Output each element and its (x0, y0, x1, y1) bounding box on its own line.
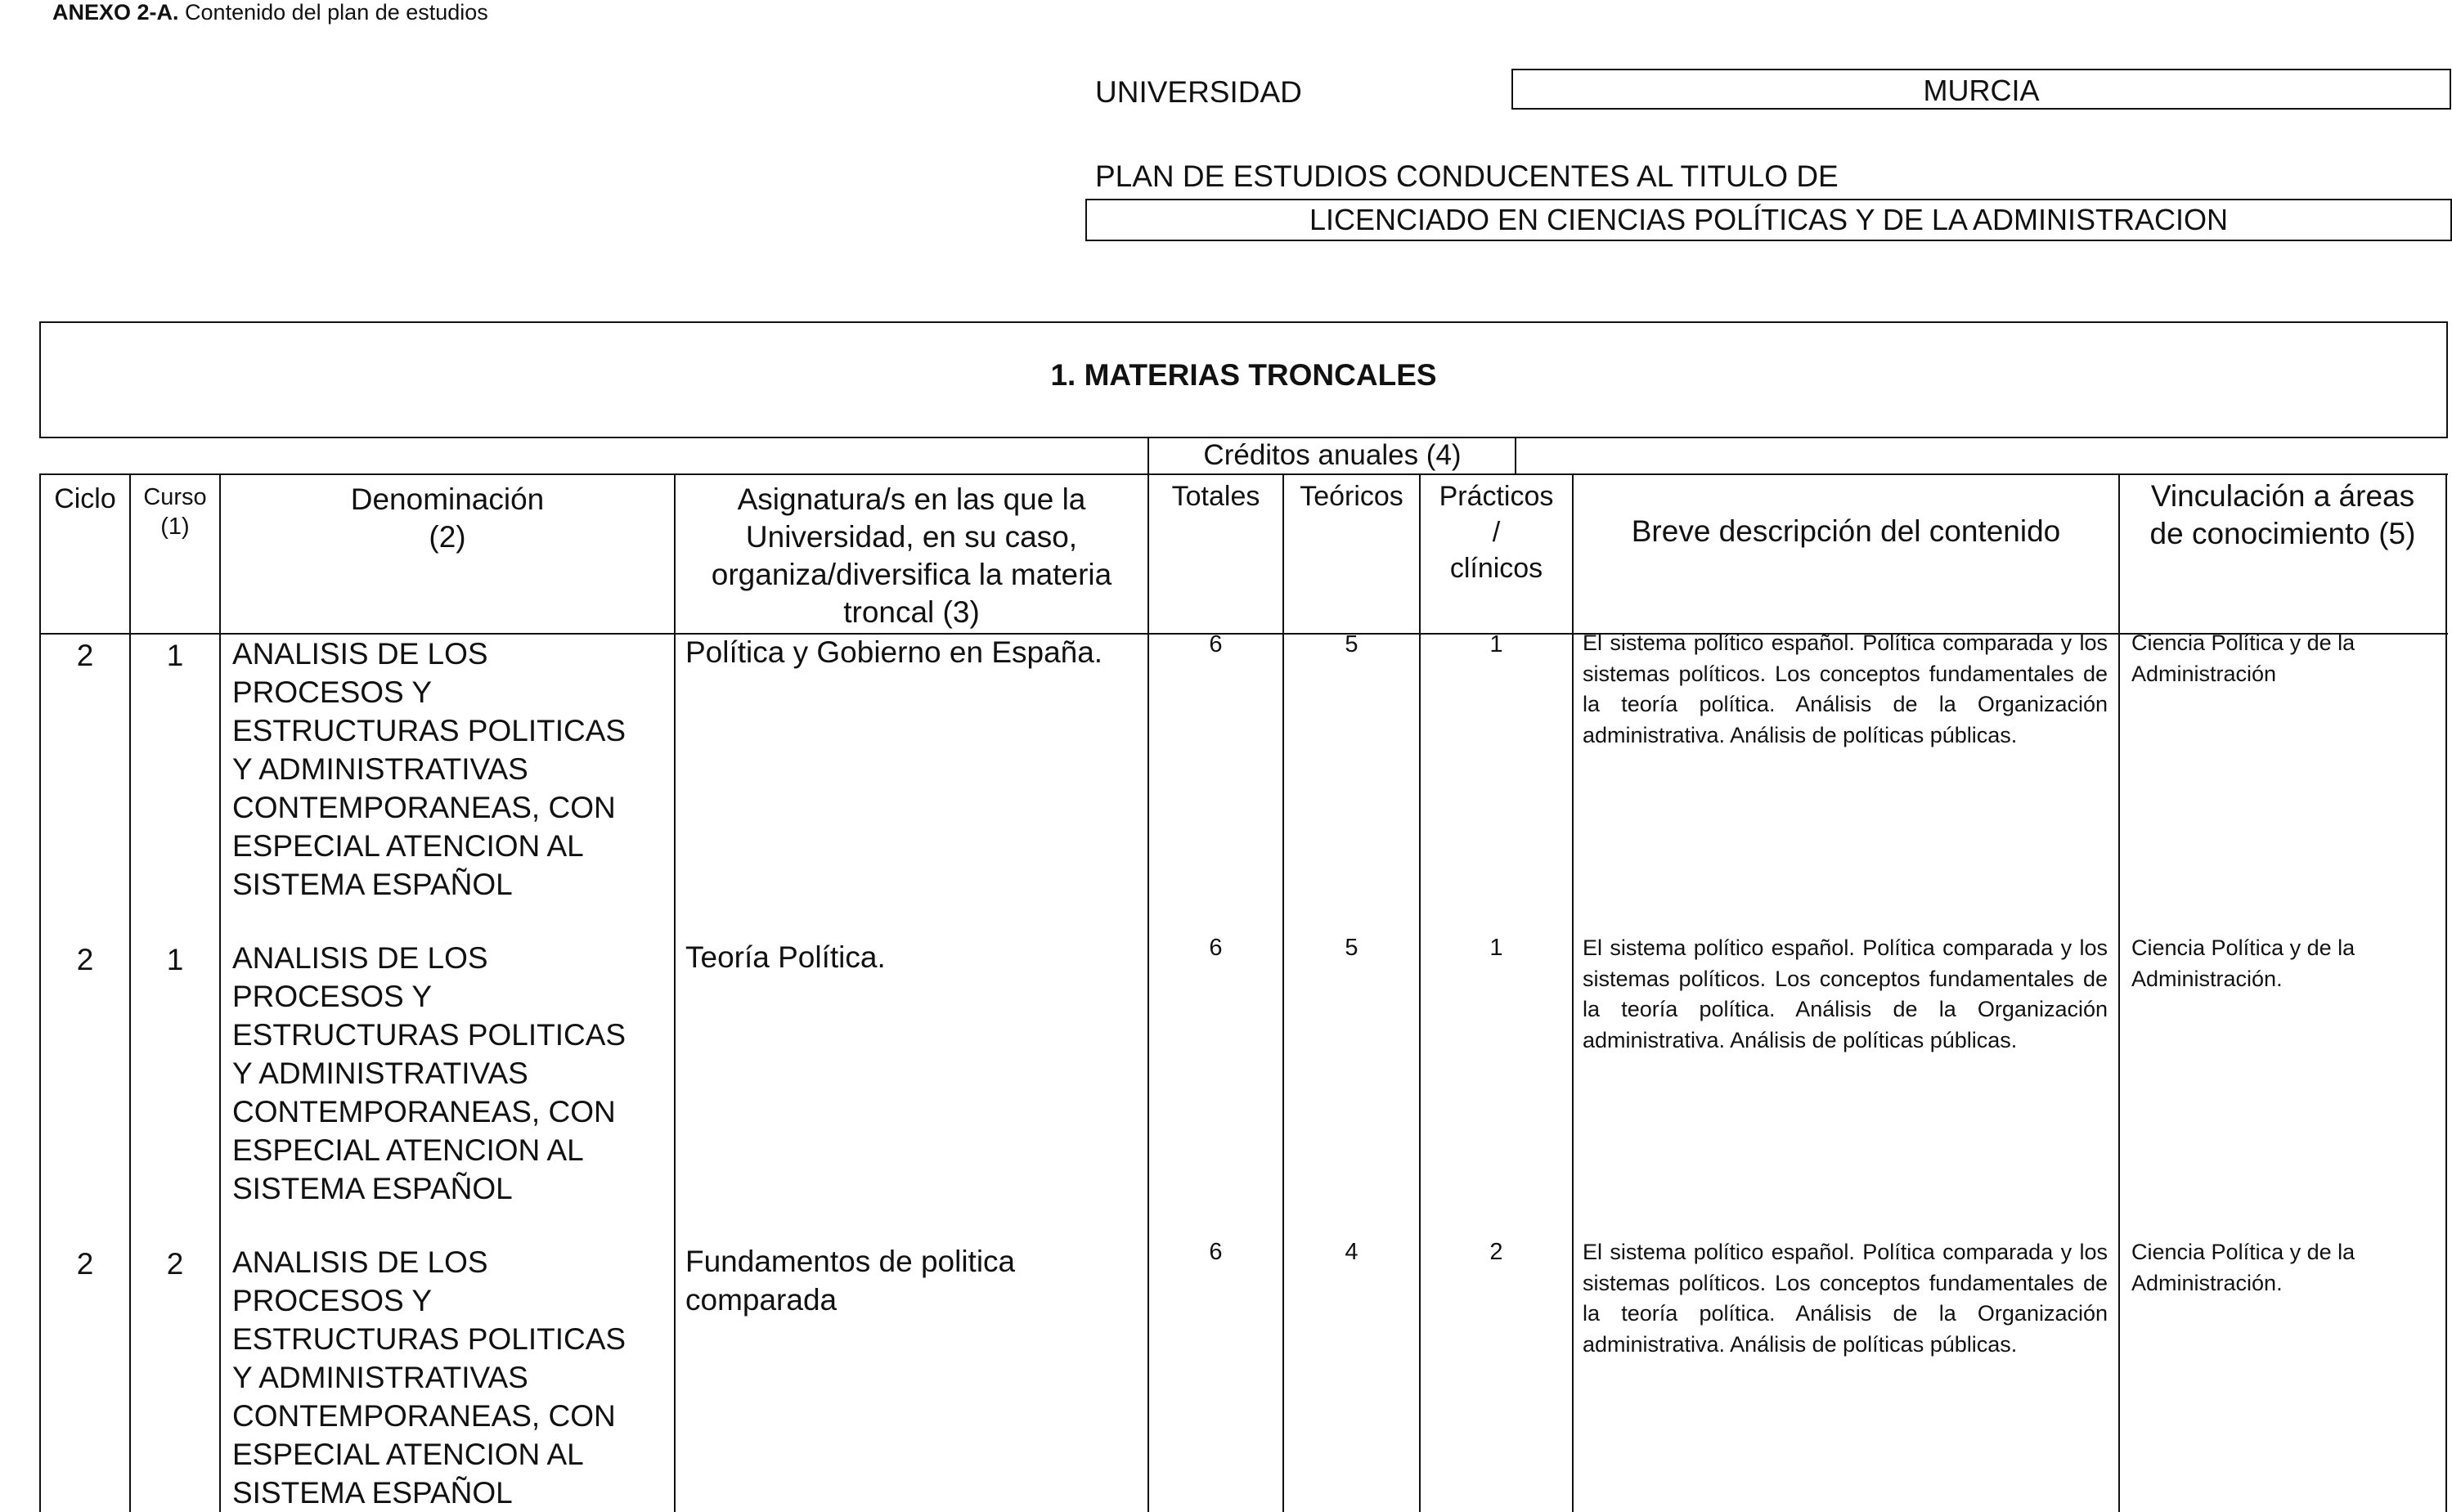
divider (1419, 473, 1421, 1512)
denominacion-line: SISTEMA ESPAÑOL (232, 868, 513, 901)
universidad-value: MURCIA (1511, 69, 2451, 110)
denominacion-line: ANALISIS DE LOS (232, 637, 488, 671)
col-header-vinculacion (2120, 478, 2445, 553)
col-header-curso (131, 482, 219, 541)
practicos-line: / (1492, 517, 1501, 548)
denominacion-line: ANALISIS DE LOS (232, 1245, 488, 1279)
row-area (2131, 933, 2445, 994)
practicos-line: clínicos (1449, 553, 1543, 584)
col-header-descripcion: Breve descripción del contenido (1631, 514, 2061, 548)
denominacion-line: ESTRUCTURAS POLITICAS (232, 1322, 626, 1356)
row-area (2131, 1237, 2445, 1299)
denominacion-line: Y ADMINISTRATIVAS (232, 1361, 528, 1394)
creditos-header: Créditos anuales (4) (1203, 439, 1462, 471)
denominacion-line: PROCESOS Y (232, 1284, 433, 1317)
col-header-practicos (1421, 478, 1572, 586)
col-header-teoricos: Teóricos (1300, 481, 1403, 512)
area-line: Administración. (2131, 1270, 2283, 1295)
denominacion-line: Y ADMINISTRATIVAS (232, 752, 528, 786)
col-header-ciclo: Ciclo (54, 483, 116, 514)
row-area (2131, 628, 2445, 689)
row-teoricos: 4 (1345, 1239, 1358, 1265)
denominacion-line: ANALISIS DE LOS (232, 941, 488, 975)
divider (1282, 473, 1284, 1512)
col-header-asignatura (676, 481, 1147, 631)
row-asignatura (685, 633, 1147, 671)
denominacion-line: SISTEMA ESPAÑOL (232, 1172, 513, 1205)
curso-label: Curso (143, 484, 207, 510)
curso-note: (1) (160, 514, 190, 540)
divider (39, 437, 2448, 438)
vinculacion-line: Vinculación a áreas (2150, 479, 2415, 513)
denominacion-line: ESPECIAL ATENCION AL (232, 829, 584, 863)
divider (1147, 437, 1149, 475)
row-totales: 6 (1209, 631, 1223, 657)
divider (1147, 473, 1149, 1512)
col-header-totales: Totales (1171, 481, 1260, 512)
area-line: Administración (2131, 661, 2277, 686)
denominacion-line: CONTEMPORANEAS, CON (232, 1399, 616, 1433)
row-teoricos: 5 (1345, 935, 1358, 961)
divider (39, 473, 2448, 475)
annex-title: Contenido del plan de estudios (178, 0, 488, 25)
asignatura-line: troncal (3) (843, 595, 980, 629)
annex-number: ANEXO 2-A. (52, 0, 179, 25)
asignatura-line: Fundamentos de politica (685, 1245, 1016, 1278)
universidad-label: UNIVERSIDAD (1095, 75, 1302, 109)
denominacion-line: ESTRUCTURAS POLITICAS (232, 714, 626, 747)
section-title: 1. MATERIAS TRONCALES (1050, 358, 1437, 392)
row-totales: 6 (1209, 1239, 1223, 1265)
row-descripcion: El sistema político español. Política comparada y los sistemas políticos. Los conceptos fundamentales de la teoría política. Análisis de la Organización administrativa. Análisis de políticas públicas. (1583, 1240, 2108, 1357)
practicos-line: Prácticos (1439, 481, 1554, 512)
row-ciclo: 2 (76, 639, 94, 672)
divider (39, 473, 41, 1512)
divider (1572, 473, 1574, 1512)
row-denominacion (232, 1243, 674, 1512)
row-ciclo: 2 (76, 1247, 94, 1281)
area-line: Ciencia Política y de la (2131, 630, 2355, 655)
asignatura-line: Política y Gobierno en España. (685, 635, 1103, 669)
divider (1515, 437, 1516, 475)
col-header-denominacion (221, 481, 674, 556)
denominacion-line: CONTEMPORANEAS, CON (232, 791, 616, 824)
row-denominacion (232, 635, 674, 904)
row-practicos: 1 (1489, 935, 1503, 961)
denominacion-line: CONTEMPORANEAS, CON (232, 1095, 616, 1128)
row-asignatura (685, 938, 1147, 976)
row-practicos: 2 (1489, 1239, 1503, 1265)
row-teoricos: 5 (1345, 631, 1358, 657)
divider (129, 473, 131, 1512)
divider (219, 473, 221, 1512)
row-curso: 2 (166, 1247, 184, 1281)
denominacion-line: ESTRUCTURAS POLITICAS (232, 1018, 626, 1052)
denominacion-line: PROCESOS Y (232, 980, 433, 1013)
divider (2445, 473, 2447, 1512)
row-ciclo: 2 (76, 943, 94, 976)
asignatura-line: Universidad, en su caso, (745, 520, 1078, 554)
row-practicos: 1 (1489, 631, 1503, 657)
denominacion-line: PROCESOS Y (232, 675, 433, 709)
denominacion-line: ESPECIAL ATENCION AL (232, 1438, 584, 1471)
denominacion-line: SISTEMA ESPAÑOL (232, 1476, 513, 1510)
asignatura-line: organiza/diversifica la materia (711, 558, 1112, 591)
denominacion-note: (2) (429, 520, 466, 554)
asignatura-line: Asignatura/s en las que la (737, 482, 1086, 516)
plan-label: PLAN DE ESTUDIOS CONDUCENTES AL TITULO DE (1095, 159, 1839, 193)
row-asignatura (685, 1242, 1147, 1319)
row-descripcion: El sistema político español. Política comparada y los sistemas políticos. Los conceptos fundamentales de la teoría política. Análisis de la Organización administrativa. Análisis de políticas públicas. (1583, 630, 2108, 747)
asignatura-line: Teoría Política. (685, 940, 886, 974)
denominacion-label: Denominación (350, 482, 545, 516)
row-totales: 6 (1209, 935, 1223, 961)
divider (2118, 473, 2120, 1512)
titulo-value: LICENCIADO EN CIENCIAS POLÍTICAS Y DE LA ADMINISTRACION (1085, 199, 2452, 241)
denominacion-line: ESPECIAL ATENCION AL (232, 1133, 584, 1167)
vinculacion-line: de conocimiento (5) (2149, 517, 2416, 550)
row-denominacion (232, 939, 674, 1208)
denominacion-line: Y ADMINISTRATIVAS (232, 1057, 528, 1090)
area-line: Ciencia Política y de la (2131, 1240, 2355, 1264)
asignatura-line: comparada (685, 1283, 838, 1317)
row-curso: 1 (166, 943, 184, 976)
row-curso: 1 (166, 639, 184, 672)
annex-heading (52, 0, 488, 25)
row-descripcion: El sistema político español. Política comparada y los sistemas políticos. Los conceptos fundamentales de la teoría política. Análisis de la Organización administrativa. Análisis de políticas públicas. (1583, 935, 2108, 1052)
area-line: Ciencia Política y de la (2131, 935, 2355, 960)
area-line: Administración. (2131, 966, 2283, 991)
